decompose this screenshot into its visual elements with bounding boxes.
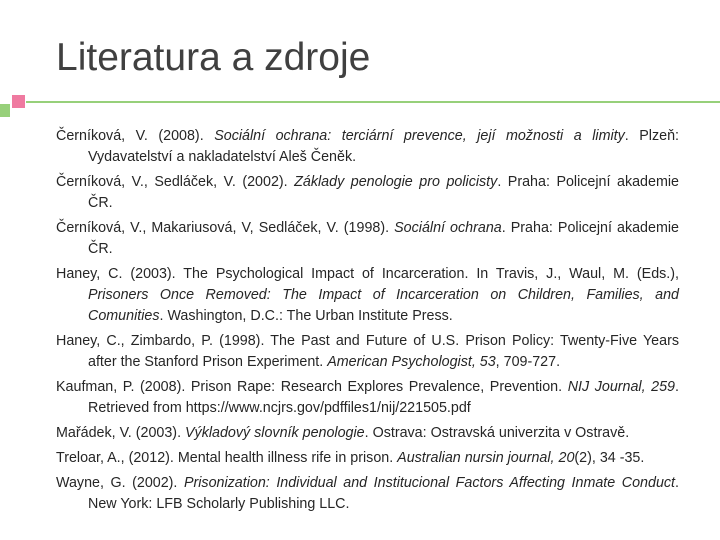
title-divider	[26, 101, 720, 103]
reference-item: Wayne, G. (2002). Prisonization: Individual and Institucional Factors Affecting Inmate Conduct. New York: LFB Scholarly Publishing LLC.	[56, 475, 679, 512]
reference-item: Kaufman, P. (2008). Prison Rape: Research Explores Prevalence, Prevention. NIJ Journal, 259. Retrieved from https://www.ncjrs.gov/pdffiles1/nij/221505.pdf	[56, 379, 679, 416]
reference-item: Černíková, V. (2008). Sociální ochrana: terciární prevence, její možnosti a limity. Plzeň: Vydavatelství a nakladatelství Aleš Čeněk.	[56, 128, 680, 165]
accent-square-pink	[12, 95, 25, 108]
reference-item: Haney, C., Zimbardo, P. (1998). The Past and Future of U.S. Prison Policy: Twenty-Five Years after the Stanford Prison Experiment. American Psychologist, 53, 709-727.	[56, 333, 679, 370]
reference-item: Černíková, V., Sedláček, V. (2002). Základy penologie pro policisty. Praha: Policejní akademie ČR.	[56, 174, 679, 211]
page-title: Literatura a zdroje	[56, 36, 371, 79]
accent-square-green	[0, 104, 10, 117]
reference-item: Haney, C. (2003). The Psychological Impact of Incarceration. In Travis, J., Waul, M. (Eds.), Prisoners Once Removed: The Impact of Incarceration on Children, Families, and Comunities. Washington, D.C.: The Urban Institute Press.	[56, 266, 679, 324]
reference-item: Černíková, V., Makariusová, V, Sedláček, V. (1998). Sociální ochrana. Praha: Policejní akademie ČR.	[56, 220, 679, 257]
reference-item: Mařádek, V. (2003). Výkladový slovník penologie. Ostrava: Ostravská univerzita v Ostravě.	[56, 425, 630, 441]
reference-list	[56, 126, 679, 519]
reference-item: Treloar, A., (2012). Mental health illness rife in prison. Australian nursin journal, 20(2), 34 -35.	[56, 450, 645, 466]
